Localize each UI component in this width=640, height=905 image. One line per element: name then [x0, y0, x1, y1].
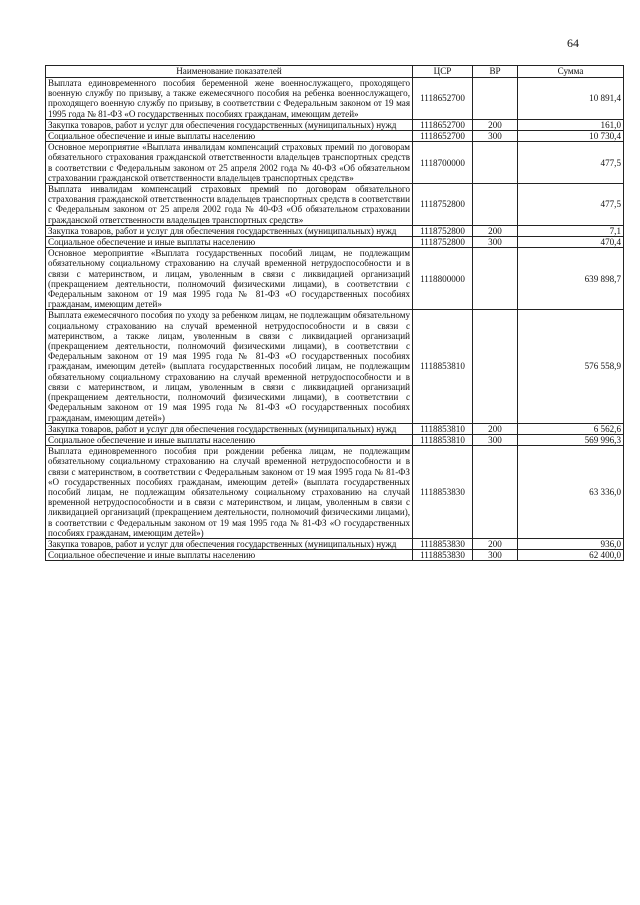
row-name: Выплата единовременного пособия при рождении ребенка лицам, не подлежащим обязательному социальному страхованию на случай временной нетрудоспособности и в связи с материнством, в соответствии с Федеральным законом от 19 мая 1995 года № 81-ФЗ «О государственных пособиях гражданам, имеющим детей» (выплата государственных пособий лицам, не подлежащим обязательному социальному страхованию на случай временной нетрудоспособности и в связи с материнством, и лицам, уволенным в связи с ликвидацией организаций (прекращением деятельности, полномочий физическими лицами), в соответствии с Федеральным законом от 19 мая 1995 года № 81-ФЗ «О государственных пособиях гражданам, имеющим детей»): [46, 446, 413, 539]
row-sum: 63 336,0: [518, 446, 624, 539]
row-name: Социальное обеспечение и иные выплаты населению: [46, 237, 413, 248]
row-csr: 1118853810: [413, 434, 473, 445]
table-row: [46, 237, 624, 248]
row-sum: 161,0: [518, 119, 624, 130]
row-vr: 200: [473, 225, 518, 236]
row-vr: [473, 142, 518, 184]
header-csr: ЦСР: [413, 66, 473, 78]
row-sum: 477,5: [518, 142, 624, 184]
row-vr: 300: [473, 237, 518, 248]
table-row: [46, 434, 624, 445]
table-row: [46, 446, 624, 539]
row-name: Закупка товаров, работ и услуг для обеспечения государственных (муниципальных) нужд: [46, 423, 413, 434]
table-row: [46, 184, 624, 226]
row-sum: 639 898,7: [518, 248, 624, 310]
row-csr: 1118752800: [413, 225, 473, 236]
table-row: [46, 423, 624, 434]
row-sum: 6 562,6: [518, 423, 624, 434]
budget-table: [45, 65, 624, 561]
row-vr: 300: [473, 550, 518, 561]
row-sum: 576 558,9: [518, 310, 624, 423]
table-row: [46, 142, 624, 184]
table-row: [46, 78, 624, 120]
row-vr: [473, 310, 518, 423]
row-csr: 1118652700: [413, 131, 473, 142]
row-csr: 1118652700: [413, 119, 473, 130]
header-sum: Сумма: [518, 66, 624, 78]
row-csr: 1118853830: [413, 538, 473, 549]
row-csr: 1118652700: [413, 78, 473, 120]
row-csr: 1118853830: [413, 550, 473, 561]
header-name: Наименование показателей: [46, 66, 413, 78]
row-vr: 300: [473, 131, 518, 142]
row-sum: 477,5: [518, 184, 624, 226]
row-vr: 200: [473, 538, 518, 549]
row-vr: [473, 248, 518, 310]
row-vr: [473, 184, 518, 226]
page-number: 64: [567, 36, 579, 50]
row-name: Социальное обеспечение и иные выплаты населению: [46, 550, 413, 561]
row-name: Выплата единовременного пособия беременной жене военнослужащего, проходящего военную службу по призыву, а также ежемесячного пособия на ребенка военнослужащего, проходящего военную службу по призыву, в соответствии с Федеральным законом от 19 мая 1995 года № 81-ФЗ «О государственных пособиях гражданам, имеющим детей»: [46, 78, 413, 120]
table-header-row: [46, 66, 624, 78]
row-sum: 936,0: [518, 538, 624, 549]
row-csr: 1118853830: [413, 446, 473, 539]
row-name: Выплата инвалидам компенсаций страховых премий по договорам обязательного страхования гражданской ответственности владельцев транспортных средств в соответствии с Федеральным законом от 25 апреля 2002 года № 40-ФЗ «Об обязательном страховании гражданской ответственности владельцев транспортных средств»: [46, 184, 413, 226]
row-csr: 1118853810: [413, 423, 473, 434]
row-vr: [473, 78, 518, 120]
row-name: Выплата ежемесячного пособия по уходу за ребенком лицам, не подлежащим обязательному социальному страхованию на случай временной нетрудоспособности и в связи с материнством, а также лицам, уволенным в связи с ликвидацией организаций (прекращением деятельности, полномочий физическими лицами), в соответствии с Федеральным законом от 19 мая 1995 года № 81-ФЗ «О государственных пособиях гражданам, имеющим детей» (выплата государственных пособий лицам, не подлежащим обязательному социальному страхованию на случай временной нетрудоспособности и в связи с материнством, и лицам, уволенным в связи с ликвидацией организаций (прекращением деятельности, полномочий физическими лицами), в соответствии с Федеральным законом от 19 мая 1995 года № 81-ФЗ «О государственных пособиях гражданам, имеющим детей»): [46, 310, 413, 423]
table-row: [46, 248, 624, 310]
row-sum: 10 730,4: [518, 131, 624, 142]
row-name: Основное мероприятие «Выплата инвалидам компенсаций страховых премий по договорам обязательного страхования гражданской ответственности владельцев транспортных средств в соответствии с Федеральным законом от 25 апреля 2002 года № 40-ФЗ «Об обязательном страховании гражданской ответственности владельцев транспортных средств»: [46, 142, 413, 184]
table-row: [46, 310, 624, 423]
row-name: Социальное обеспечение и иные выплаты населению: [46, 131, 413, 142]
table-row: [46, 538, 624, 549]
table-row: [46, 225, 624, 236]
row-name: Социальное обеспечение и иные выплаты населению: [46, 434, 413, 445]
row-name: Закупка товаров, работ и услуг для обеспечения государственных (муниципальных) нужд: [46, 538, 413, 549]
row-csr: 1118752800: [413, 237, 473, 248]
row-csr: 1118752800: [413, 184, 473, 226]
table-row: [46, 550, 624, 561]
row-vr: [473, 446, 518, 539]
header-vr: ВР: [473, 66, 518, 78]
row-csr: 1118700000: [413, 142, 473, 184]
row-csr: 1118800000: [413, 248, 473, 310]
row-sum: 7,1: [518, 225, 624, 236]
row-name: Закупка товаров, работ и услуг для обеспечения государственных (муниципальных) нужд: [46, 225, 413, 236]
row-vr: 200: [473, 119, 518, 130]
row-vr: 200: [473, 423, 518, 434]
row-sum: 470,4: [518, 237, 624, 248]
table-row: [46, 119, 624, 130]
row-csr: 1118853810: [413, 310, 473, 423]
row-name: Закупка товаров, работ и услуг для обеспечения государственных (муниципальных) нужд: [46, 119, 413, 130]
row-sum: 62 400,0: [518, 550, 624, 561]
row-vr: 300: [473, 434, 518, 445]
table-row: [46, 131, 624, 142]
row-name: Основное мероприятие «Выплата государственных пособий лицам, не подлежащим обязательному социальному страхованию на случай временной нетрудоспособности и в связи с материнством, и лицам, уволенным в связи с ликвидацией организаций (прекращением деятельности, полномочий физическими лицами), в соответствии с Федеральным законом от 19 мая 1995 года № 81-ФЗ «О государственных пособиях гражданам, имеющим детей»: [46, 248, 413, 310]
row-sum: 569 996,3: [518, 434, 624, 445]
row-sum: 10 891,4: [518, 78, 624, 120]
